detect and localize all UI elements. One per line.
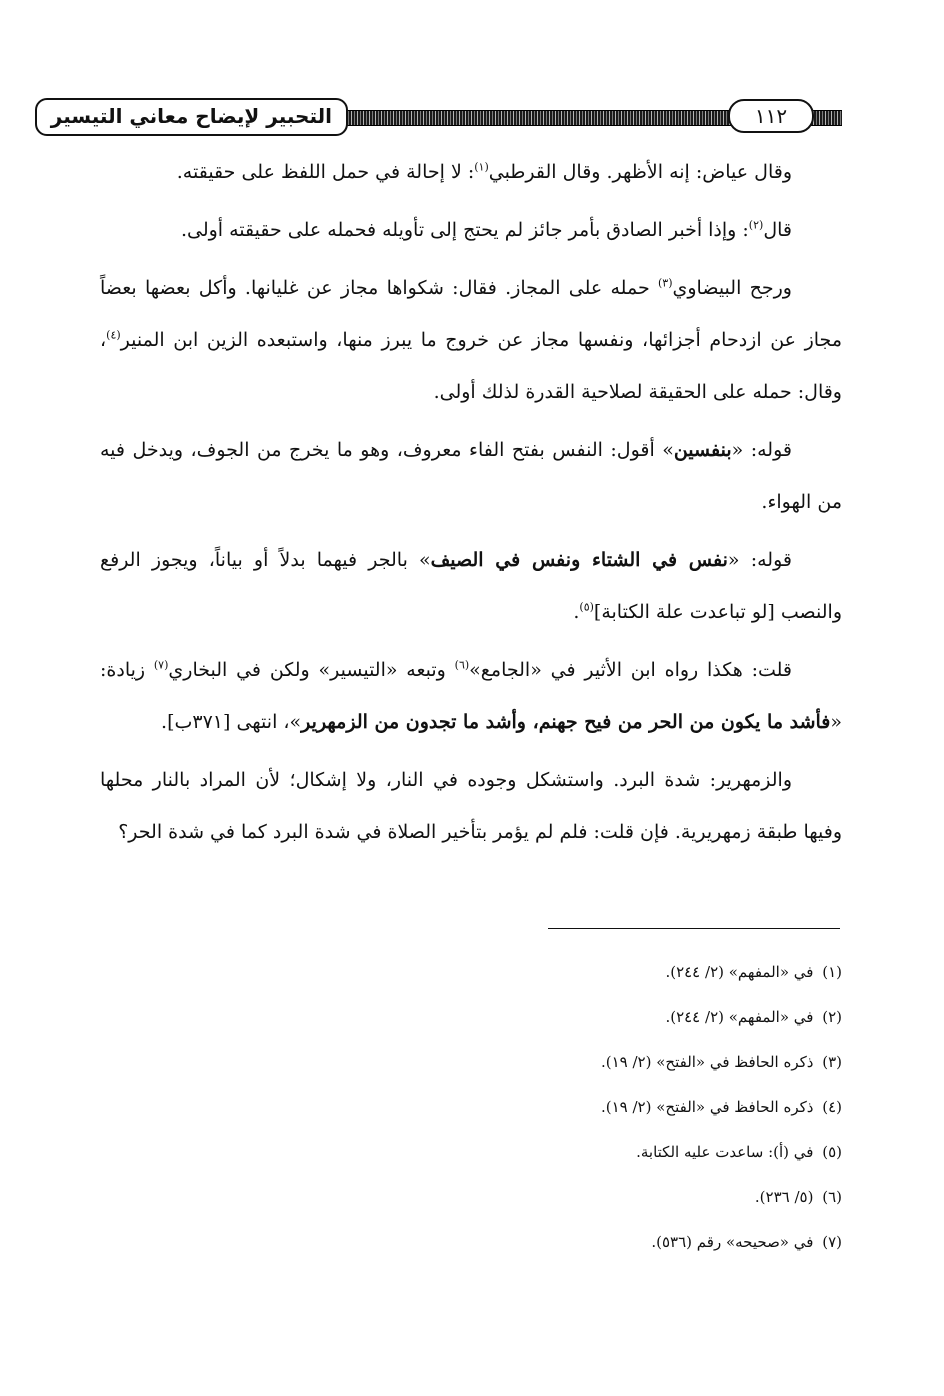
footnote-item [100,1040,842,1085]
main-text [100,146,842,858]
footnote-text: في «المفهم» (٢/ ٢٤٤). [665,963,814,981]
footnote-text: في (أ): ساعدت عليه الكتابة. [636,1143,814,1161]
footnote-number: (٣) [822,1053,842,1071]
footnotes-list [100,950,842,1265]
footnote-reference: (٤) [106,328,121,342]
text-segment: » بالجر فيهما بدلاً أو بياناً، ويجوز الرفع والنصب [لو تباعدت علة الكتابة] [100,549,842,623]
footnote-item [100,1220,842,1265]
paragraph [100,424,842,528]
text-segment: قوله: « [727,549,792,571]
footnote-text: ذكره الحافظ في «الفتح» (٢/ ١٩). [600,1053,814,1071]
footnote-separator [548,928,840,929]
footnote-reference: (٣) [657,276,673,290]
text-segment: » أقول: النفس بفتح الفاء معروف، وهو ما يخرج من الجوف، ويدخل فيه من الهواء. [100,439,842,513]
text-segment: ، وقال: حمله على الحقيقة لصلاحية القدرة لذلك أولى. [100,329,842,403]
footnote-reference: (٧) [153,658,169,672]
paragraph [100,204,842,256]
text-segment: وتبعه «التيسير» ولكن في البخاري [168,659,455,681]
paragraph [100,754,842,858]
page-number: ١١٢ [728,99,814,133]
footnote-text: ذكره الحافظ في «الفتح» (٢/ ١٩). [600,1098,814,1116]
footnote-number: (٦) [822,1188,842,1206]
footnote-text: في «صحيحه» رقم (٥٣٦). [651,1233,814,1251]
text-segment: زيادة: « [100,659,842,733]
footnote-item [100,1130,842,1175]
text-segment: والزمهرير: شدة البرد. واستشكل وجوده في النار، ولا إشكال؛ لأن المراد بالنار محلها وفيها طبقة زمهريرية. فإن قلت: فلم لم يؤمر بتأخير الصلاة في شدة البرد كما في شدة الحر؟ [100,769,842,843]
footnote-item [100,1085,842,1130]
quoted-hadith-text: فأشد ما يكون من الحر من فيح جهنم، وأشد ما تجدون من الزمهرير [301,711,831,733]
text-segment: : وإذا أخبر الصادق بأمر جائز لم يحتج إلى تأويله فحمله على حقيقته أولى. [180,219,749,241]
paragraph [100,534,842,638]
footnote-reference: (٢) [748,218,764,232]
footnote-reference: (٥) [579,600,594,614]
paragraph [100,146,842,198]
paragraph [100,262,842,418]
footnote-item [100,950,842,995]
footnote-number: (٧) [822,1233,842,1251]
quoted-hadith-text: نفس في الشتاء ونفس في الصيف [430,549,728,571]
footnote-number: (٢) [822,1008,842,1026]
text-segment: حمله على المجاز. فقال: شكواها مجاز عن غليانها. وأكل بعضها بعضاً مجاز عن ازدحام أجزائها، ونفسها مجاز عن خروج ما يبرز منها، واستبعده الزين ابن المنير [100,277,842,351]
footnote-item [100,995,842,1040]
book-title: التحبير لإيضاح معاني التيسير [35,98,348,136]
text-segment: »، انتهى [٣٧١ب]. [161,711,302,733]
footnote-reference: (١) [474,160,489,174]
footnote-reference: (٦) [454,658,470,672]
text-segment: قال [763,219,792,241]
text-segment: قوله: « [731,439,792,461]
text-segment: ورجح البيضاوي [672,277,792,299]
footnote-item [100,1175,842,1220]
text-segment: وقال عياض: إنه الأظهر. وقال القرطبي [488,161,792,183]
footnote-text: في «المفهم» (٢/ ٢٤٤). [665,1008,814,1026]
text-segment: . [573,601,580,623]
footnote-number: (٥) [822,1143,842,1161]
footnote-number: (١) [822,963,842,981]
quoted-hadith-text: بنفسين [673,439,732,461]
footnote-text: (٥/ ٢٣٦). [754,1188,814,1206]
text-segment: : لا إحالة في حمل اللفظ على حقيقته. [176,161,475,183]
running-header [50,96,842,144]
footnote-number: (٤) [822,1098,842,1116]
text-segment: قلت: هكذا رواه ابن الأثير في «الجامع» [469,659,792,681]
paragraph [100,644,842,748]
